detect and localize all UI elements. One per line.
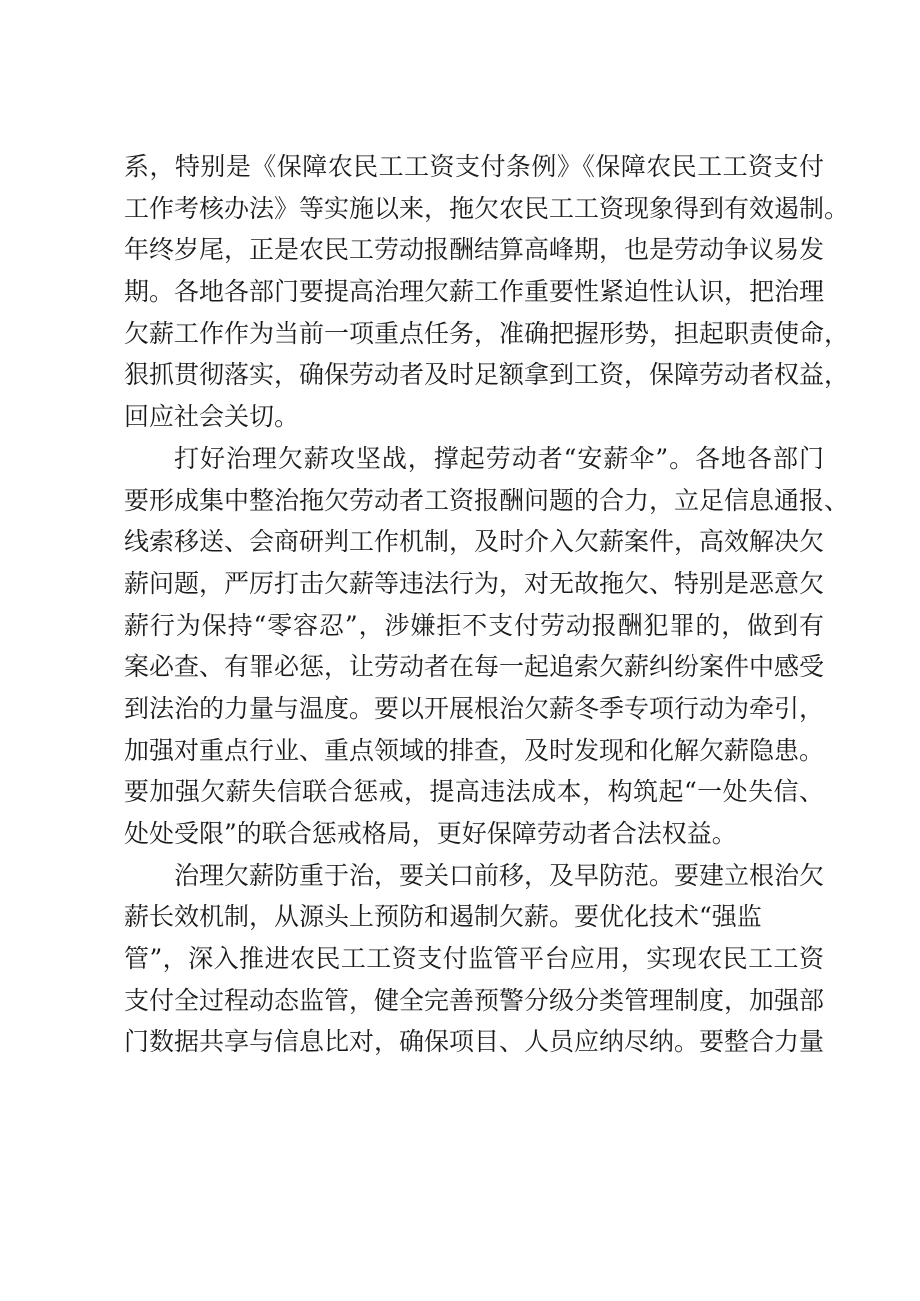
text-line: 线索移送、会商研判工作机制，及时介入欠薪案件，高效解决欠: [124, 527, 825, 557]
text-line: 支付全过程动态监管，健全完善预警分级分类管理制度，加强部: [124, 985, 825, 1015]
text-line: 到法治的力量与温度。要以开展根治欠薪冬季专项行动为牵引，: [124, 693, 825, 723]
text-line: 回应社会关切。: [124, 402, 300, 432]
text-line: 门数据共享与信息比对，确保项目、人员应纳尽纳。要整合力量: [124, 1027, 825, 1057]
text-line: 要加强欠薪失信联合惩戒，提高违法成本，构筑起“一处失信、: [124, 777, 824, 807]
text-line: 薪长效机制，从源头上预防和遏制欠薪。要优化技术“强监: [124, 902, 762, 932]
text-line: 打好治理欠薪攻坚战，撑起劳动者“安薪伞”。各地各部门: [174, 443, 824, 473]
text-line: 狠抓贯彻落实，确保劳动者及时足额拿到工资，保障劳动者权益，: [124, 360, 850, 390]
text-line: 管”，深入推进农民工工资支付监管平台应用，实现农民工工资: [124, 944, 824, 974]
text-line: 欠薪工作作为当前一项重点任务，准确把握形势，担起职责使命，: [124, 318, 850, 348]
text-line: 加强对重点行业、重点领域的排查，及时发现和化解欠薪隐患。: [124, 735, 825, 765]
text-line: 要形成集中整治拖欠劳动者工资报酬问题的合力，立足信息通报、: [124, 485, 850, 515]
text-line: 案必查、有罪必惩，让劳动者在每一起追索欠薪纠纷案件中感受: [124, 652, 825, 682]
text-line: 年终岁尾，正是农民工劳动报酬结算高峰期，也是劳动争议易发: [124, 235, 825, 265]
text-line: 薪行为保持“零容忍”，涉嫌拒不支付劳动报酬犯罪的，做到有: [124, 610, 824, 640]
text-line: 薪问题，严厉打击欠薪等违法行为，对无故拖欠、特别是恶意欠: [124, 568, 825, 598]
document-body: [124, 146, 850, 1063]
text-line: 系，特别是《保障农民工工资支付条例》《保障农民工工资支付: [124, 152, 824, 181]
text-line: 处处受限”的联合惩戒格局，更好保障劳动者合法权益。: [124, 819, 737, 848]
text-line: 期。各地各部门要提高治理欠薪工作重要性紧迫性认识，把治理: [124, 277, 825, 307]
text-line: 工作考核办法》等实施以来，拖欠农民工工资现象得到有效遏制。: [124, 193, 850, 223]
text-line: 治理欠薪防重于治，要关口前移，及早防范。要建立根治欠: [174, 860, 825, 890]
